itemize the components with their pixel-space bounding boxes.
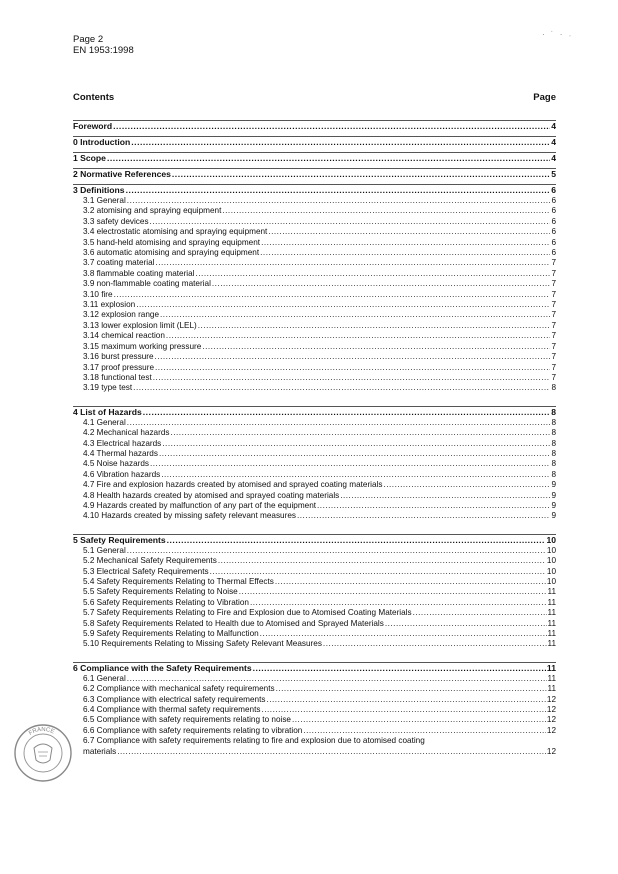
toc-subentry[interactable] <box>73 608 556 618</box>
toc-subentry[interactable] <box>73 279 556 289</box>
toc-entry-title: 1 Scope <box>73 153 106 163</box>
toc-entry-page: 7 <box>551 310 556 320</box>
toc-entry-page: 6 <box>551 237 556 247</box>
toc-subentry[interactable] <box>73 321 556 331</box>
toc-section-heading[interactable] <box>73 407 556 418</box>
toc-subentry[interactable] <box>73 598 556 608</box>
toc-entry-page: 7 <box>551 289 556 299</box>
toc-entry-page: 7 <box>551 279 556 289</box>
toc-entry-title: 3.7 coating material <box>83 258 155 268</box>
toc-leader-dots <box>155 258 550 268</box>
toc-entry-page: 11 <box>546 662 556 673</box>
toc-leader-dots <box>126 185 551 196</box>
toc-leader-dots <box>212 279 551 289</box>
toc-entry-page: 12 <box>546 715 556 725</box>
toc-entry-page: 8 <box>551 448 556 458</box>
toc-subentry[interactable] <box>73 449 556 459</box>
toc-subentry[interactable] <box>73 248 556 258</box>
toc-entry-title: 3.8 flammable coating material <box>83 268 195 278</box>
toc-subentry[interactable] <box>73 695 556 705</box>
toc-entry-page: 8 <box>551 383 556 393</box>
toc-entry-page: 11 <box>547 618 556 628</box>
toc-leader-dots <box>317 501 550 511</box>
toc-leader-dots <box>250 598 547 608</box>
toc-leader-dots <box>385 619 547 629</box>
toc-entry-title: 6 Compliance with the Safety Requirements <box>73 662 252 673</box>
table-of-contents <box>73 120 556 769</box>
toc-section-heading[interactable] <box>73 137 556 148</box>
toc-entry-page: 10 <box>546 566 556 576</box>
toc-entry-title: 4.10 Hazards created by missing safety relevant measures <box>83 511 296 521</box>
toc-leader-dots <box>202 342 550 352</box>
toc-entry-title: 5.6 Safety Requirements Relating to Vibration <box>83 597 249 607</box>
toc-entry-title: 5.1 General <box>83 545 126 555</box>
toc-section-heading[interactable] <box>73 663 556 674</box>
toc-subentry[interactable] <box>73 383 556 393</box>
toc-subentry[interactable] <box>73 491 556 501</box>
toc-entry-page: 8 <box>551 417 556 427</box>
page-number: Page 2 <box>73 34 104 45</box>
toc-entry-page: 12 <box>546 694 556 704</box>
seal-text: FRANCE <box>28 726 56 737</box>
toc-leader-dots <box>196 269 551 279</box>
toc-subentry[interactable] <box>73 674 556 684</box>
toc-entry-title: 5.3 Electrical Safety Requirements <box>83 566 209 576</box>
toc-entry-page: 11 <box>547 597 556 607</box>
toc-entry-page: 9 <box>551 490 556 500</box>
toc-entry-page: 11 <box>547 639 556 649</box>
toc-leader-dots <box>155 352 551 362</box>
toc-entry-page: 7 <box>551 320 556 330</box>
toc-subentry[interactable] <box>73 373 556 383</box>
toc-leader-dots <box>162 439 550 449</box>
toc-leader-dots <box>127 546 546 556</box>
toc-leader-dots <box>261 238 550 248</box>
toc-leader-dots <box>276 684 547 694</box>
toc-leader-dots <box>253 663 546 674</box>
toc-subentry[interactable] <box>73 310 556 320</box>
toc-subentry[interactable] <box>73 629 556 639</box>
toc-entry-page: 7 <box>551 258 556 268</box>
toc-entry-title: 3.6 automatic atomising and spraying equipment <box>83 248 260 258</box>
toc-entry-title: 4.7 Fire and explosion hazards created by atomised and sprayed coating materials <box>83 480 383 490</box>
toc-section <box>73 184 556 394</box>
toc-section <box>73 152 556 164</box>
toc-entry-title: 3.12 explosion range <box>83 310 160 320</box>
toc-entry-title: 5.5 Safety Requirements Relating to Noise <box>83 587 238 597</box>
toc-section-heading[interactable] <box>73 185 556 196</box>
toc-leader-dots <box>210 567 546 577</box>
toc-leader-dots <box>166 331 551 341</box>
toc-leader-dots <box>260 248 550 258</box>
toc-entry-title: 3.16 burst pressure <box>83 352 154 362</box>
toc-subentry[interactable] <box>73 342 556 352</box>
toc-subentry[interactable] <box>73 715 556 725</box>
toc-leader-dots <box>160 310 550 320</box>
toc-entry-title: 3.14 chemical reaction <box>83 331 165 341</box>
toc-subentry[interactable] <box>73 639 556 649</box>
toc-entry-page: 8 <box>551 438 556 448</box>
toc-entry-title: Foreword <box>73 121 113 131</box>
toc-leader-dots <box>170 428 550 438</box>
toc-entry-page: 10 <box>546 577 556 586</box>
toc-entry-title: 3.5 hand-held atomising and spraying equipment <box>83 237 261 247</box>
toc-entry-title: 3.3 safety devices <box>83 216 149 226</box>
toc-leader-dots <box>117 747 546 757</box>
toc-entry-title: 3.9 non-flammable coating material <box>83 279 211 289</box>
toc-spacer <box>73 394 556 406</box>
stamp-seal-icon <box>12 722 74 784</box>
toc-leader-dots <box>131 137 550 148</box>
toc-entry-title: 3.10 fire <box>83 289 113 299</box>
toc-entry-title: 3.19 type test <box>83 383 133 393</box>
toc-leader-dots <box>161 470 550 480</box>
toc-entry-title: 4.2 Mechanical hazards <box>83 428 170 438</box>
contents-heading-row <box>73 92 556 103</box>
toc-subentry[interactable] <box>73 459 556 469</box>
toc-subentry[interactable] <box>73 577 556 587</box>
toc-leader-dots <box>107 153 550 164</box>
toc-entry-title: 5.8 Safety Requirements Related to Health due to Atomised and Sprayed Materials <box>83 618 384 628</box>
toc-leader-dots <box>172 169 550 180</box>
toc-subentry[interactable] <box>73 352 556 362</box>
toc-leader-dots <box>303 726 546 736</box>
toc-subentry[interactable] <box>73 300 556 310</box>
toc-section <box>73 534 556 650</box>
toc-leader-dots <box>113 121 550 132</box>
toc-entry-title: 4.8 Health hazards created by atomised and sprayed coating materials <box>83 490 340 500</box>
standard-number: EN 1953:1998 <box>73 45 134 56</box>
toc-entry-page: 8 <box>551 406 556 417</box>
toc-subentry[interactable] <box>73 726 556 736</box>
toc-entry-page: 6 <box>551 206 556 216</box>
toc-subentry[interactable] <box>73 290 556 300</box>
toc-entry-page: 4 <box>551 137 556 147</box>
toc-leader-dots <box>260 629 547 639</box>
toc-subentry[interactable] <box>73 217 556 227</box>
toc-leader-dots <box>340 491 550 501</box>
toc-subentry[interactable] <box>73 556 556 566</box>
toc-entry-page: 6 <box>551 248 556 258</box>
toc-leader-dots <box>127 418 551 428</box>
toc-leader-dots <box>413 608 547 618</box>
page-header <box>73 34 134 56</box>
toc-leader-dots <box>127 674 547 684</box>
toc-entry-page: 7 <box>551 300 556 310</box>
toc-entry-title: 5 Safety Requirements <box>73 534 166 545</box>
toc-subentry[interactable] <box>73 705 556 715</box>
toc-subentry[interactable] <box>73 587 556 597</box>
toc-entry-page: 6 <box>551 227 556 237</box>
toc-entry-title: 4 List of Hazards <box>73 406 142 417</box>
toc-entry-page: 9 <box>551 500 556 510</box>
toc-leader-dots <box>261 705 545 715</box>
toc-spacer <box>73 757 556 769</box>
toc-entry-title: 3.13 lower explosion limit (LEL) <box>83 320 197 330</box>
toc-entry-title: 6.1 General <box>83 673 126 683</box>
toc-subentry[interactable] <box>73 470 556 480</box>
toc-subentry[interactable] <box>73 418 556 428</box>
toc-leader-dots <box>239 587 547 597</box>
toc-entry-title: 3.17 proof pressure <box>83 362 155 372</box>
toc-entry-title: materials <box>83 746 117 756</box>
toc-entry-page: 7 <box>551 331 556 341</box>
toc-entry-page: 7 <box>551 372 556 382</box>
toc-entry-page: 10 <box>546 534 556 545</box>
toc-entry-title: 3.15 maximum working pressure <box>83 341 202 351</box>
toc-entry-page: 4 <box>551 121 556 131</box>
toc-entry-page: 7 <box>551 362 556 372</box>
toc-entry-title: 4.1 General <box>83 417 126 427</box>
toc-entry-title: 4.9 Hazards created by malfunction of any part of the equipment <box>83 500 317 510</box>
toc-entry-page: 6 <box>551 216 556 226</box>
toc-leader-dots <box>159 449 550 459</box>
toc-leader-dots <box>155 363 550 373</box>
toc-leader-dots <box>292 715 546 725</box>
toc-entry-page: 7 <box>551 341 556 351</box>
toc-entry-page: 6 <box>551 185 556 195</box>
toc-entry-title: 3.11 explosion <box>83 300 136 310</box>
toc-entry-page: 9 <box>551 480 556 490</box>
toc-entry-page: 8 <box>551 469 556 479</box>
toc-entry-title: 5.7 Safety Requirements Relating to Fire and Explosion due to Atomised Coating Materials <box>83 608 412 618</box>
toc-entry-page: 11 <box>547 673 556 683</box>
toc-subentry[interactable] <box>73 331 556 341</box>
toc-leader-dots <box>383 480 550 490</box>
toc-subentry[interactable] <box>73 567 556 577</box>
toc-subentry[interactable] <box>73 269 556 279</box>
toc-section-heading[interactable] <box>73 153 556 164</box>
toc-entry-page: 12 <box>546 725 556 735</box>
toc-entry-title: 3.2 atomising and spraying equipment <box>83 206 222 216</box>
toc-leader-dots <box>153 373 551 383</box>
toc-leader-dots <box>143 407 550 418</box>
toc-section <box>73 168 556 180</box>
toc-entry-page: 10 <box>546 556 556 566</box>
toc-subentry[interactable] <box>73 480 556 490</box>
toc-entry-page: 11 <box>547 608 556 618</box>
toc-entry-page: 11 <box>547 629 556 639</box>
toc-leader-dots <box>198 321 551 331</box>
toc-subentry-wrapped[interactable]: 6.7 Compliance with safety requirements relating to fire and explosion due to atomised coating <box>83 736 425 746</box>
toc-subentry[interactable] <box>73 428 556 438</box>
toc-entry-title: 5.9 Safety Requirements Relating to Malfunction <box>83 629 259 639</box>
toc-leader-dots <box>222 206 550 216</box>
toc-subentry[interactable] <box>73 511 556 521</box>
toc-leader-dots <box>136 300 550 310</box>
toc-entry-page: 8 <box>551 459 556 469</box>
toc-entry-title: 3.4 electrostatic atomising and spraying equipment <box>83 227 268 237</box>
toc-section <box>73 406 556 522</box>
toc-entry-page: 12 <box>546 705 556 715</box>
toc-section <box>73 120 556 132</box>
toc-entry-title: 5.10 Requirements Relating to Missing Safety Relevant Measures <box>83 639 322 649</box>
scan-artifact-icon: · ˙ · ˒ <box>542 30 574 39</box>
toc-entry-page: 10 <box>546 545 556 555</box>
toc-entry-title: 5.4 Safety Requirements Relating to Thermal Effects <box>83 577 274 586</box>
toc-entry-title: 4.6 Vibration hazards <box>83 469 161 479</box>
toc-subentry[interactable] <box>73 258 556 268</box>
toc-entry-title: 6.5 Compliance with safety requirements relating to noise <box>83 715 291 725</box>
toc-entry-title: 4.3 Electrical hazards <box>83 438 162 448</box>
toc-entry-page: 5 <box>551 169 556 179</box>
toc-leader-dots <box>150 459 550 469</box>
toc-entry-page: 12 <box>546 746 556 756</box>
toc-entry-title: 6.4 Compliance with thermal safety requirements <box>83 705 261 715</box>
toc-entry-page: 8 <box>551 428 556 438</box>
toc-spacer <box>73 522 556 534</box>
toc-leader-dots <box>114 290 551 300</box>
toc-leader-dots <box>133 383 550 393</box>
toc-entry-page: 11 <box>547 684 556 694</box>
toc-leader-dots <box>268 227 550 237</box>
toc-entry-title: 6.3 Compliance with electrical safety requirements <box>83 694 266 704</box>
toc-subentry[interactable] <box>73 238 556 248</box>
toc-entry-title: 4.4 Thermal hazards <box>83 448 158 458</box>
toc-entry-title: 3.1 General <box>83 196 126 205</box>
toc-entry-title: 2 Normative References <box>73 169 171 179</box>
contents-title: Contents <box>73 92 115 103</box>
toc-leader-dots <box>266 695 545 705</box>
toc-leader-dots <box>218 556 546 566</box>
toc-section-heading[interactable] <box>73 169 556 180</box>
toc-subentry[interactable] <box>73 227 556 237</box>
toc-entry-page: 7 <box>551 352 556 362</box>
toc-subentry[interactable] <box>73 196 556 206</box>
toc-subentry[interactable] <box>73 501 556 511</box>
toc-section <box>73 136 556 148</box>
toc-subentry[interactable] <box>73 206 556 216</box>
toc-entry-title: 0 Introduction <box>73 137 131 147</box>
toc-leader-dots <box>323 639 547 649</box>
toc-section <box>73 662 556 757</box>
toc-entry-title: 3.18 functional test <box>83 372 152 382</box>
toc-leader-dots <box>127 196 551 206</box>
toc-leader-dots <box>275 577 546 587</box>
toc-entry-page: 11 <box>547 587 556 597</box>
toc-subentry[interactable] <box>73 684 556 694</box>
toc-entry-page: 4 <box>551 153 556 163</box>
toc-entry-title: 3 Definitions <box>73 185 125 195</box>
toc-leader-dots <box>150 217 551 227</box>
toc-subentry[interactable] <box>73 619 556 629</box>
toc-leader-dots <box>297 511 550 521</box>
toc-entry-page: 9 <box>551 511 556 521</box>
toc-subentry-continuation[interactable] <box>73 747 556 757</box>
toc-spacer <box>73 650 556 662</box>
toc-entry-page: 6 <box>551 196 556 205</box>
toc-entry-title: 4.5 Noise hazards <box>83 459 149 469</box>
toc-section-heading[interactable] <box>73 535 556 546</box>
toc-subentry[interactable] <box>73 363 556 373</box>
toc-entry-title: 5.2 Mechanical Safety Requirements <box>83 556 217 566</box>
toc-entry-title: 6.2 Compliance with mechanical safety requirements <box>83 684 275 694</box>
toc-subentry[interactable] <box>73 439 556 449</box>
toc-leader-dots <box>167 535 546 546</box>
toc-entry-title: 6.6 Compliance with safety requirements relating to vibration <box>83 725 303 735</box>
toc-section-heading[interactable] <box>73 121 556 132</box>
page-column-label: Page <box>533 92 556 103</box>
toc-entry-page: 7 <box>551 268 556 278</box>
toc-subentry[interactable] <box>73 546 556 556</box>
